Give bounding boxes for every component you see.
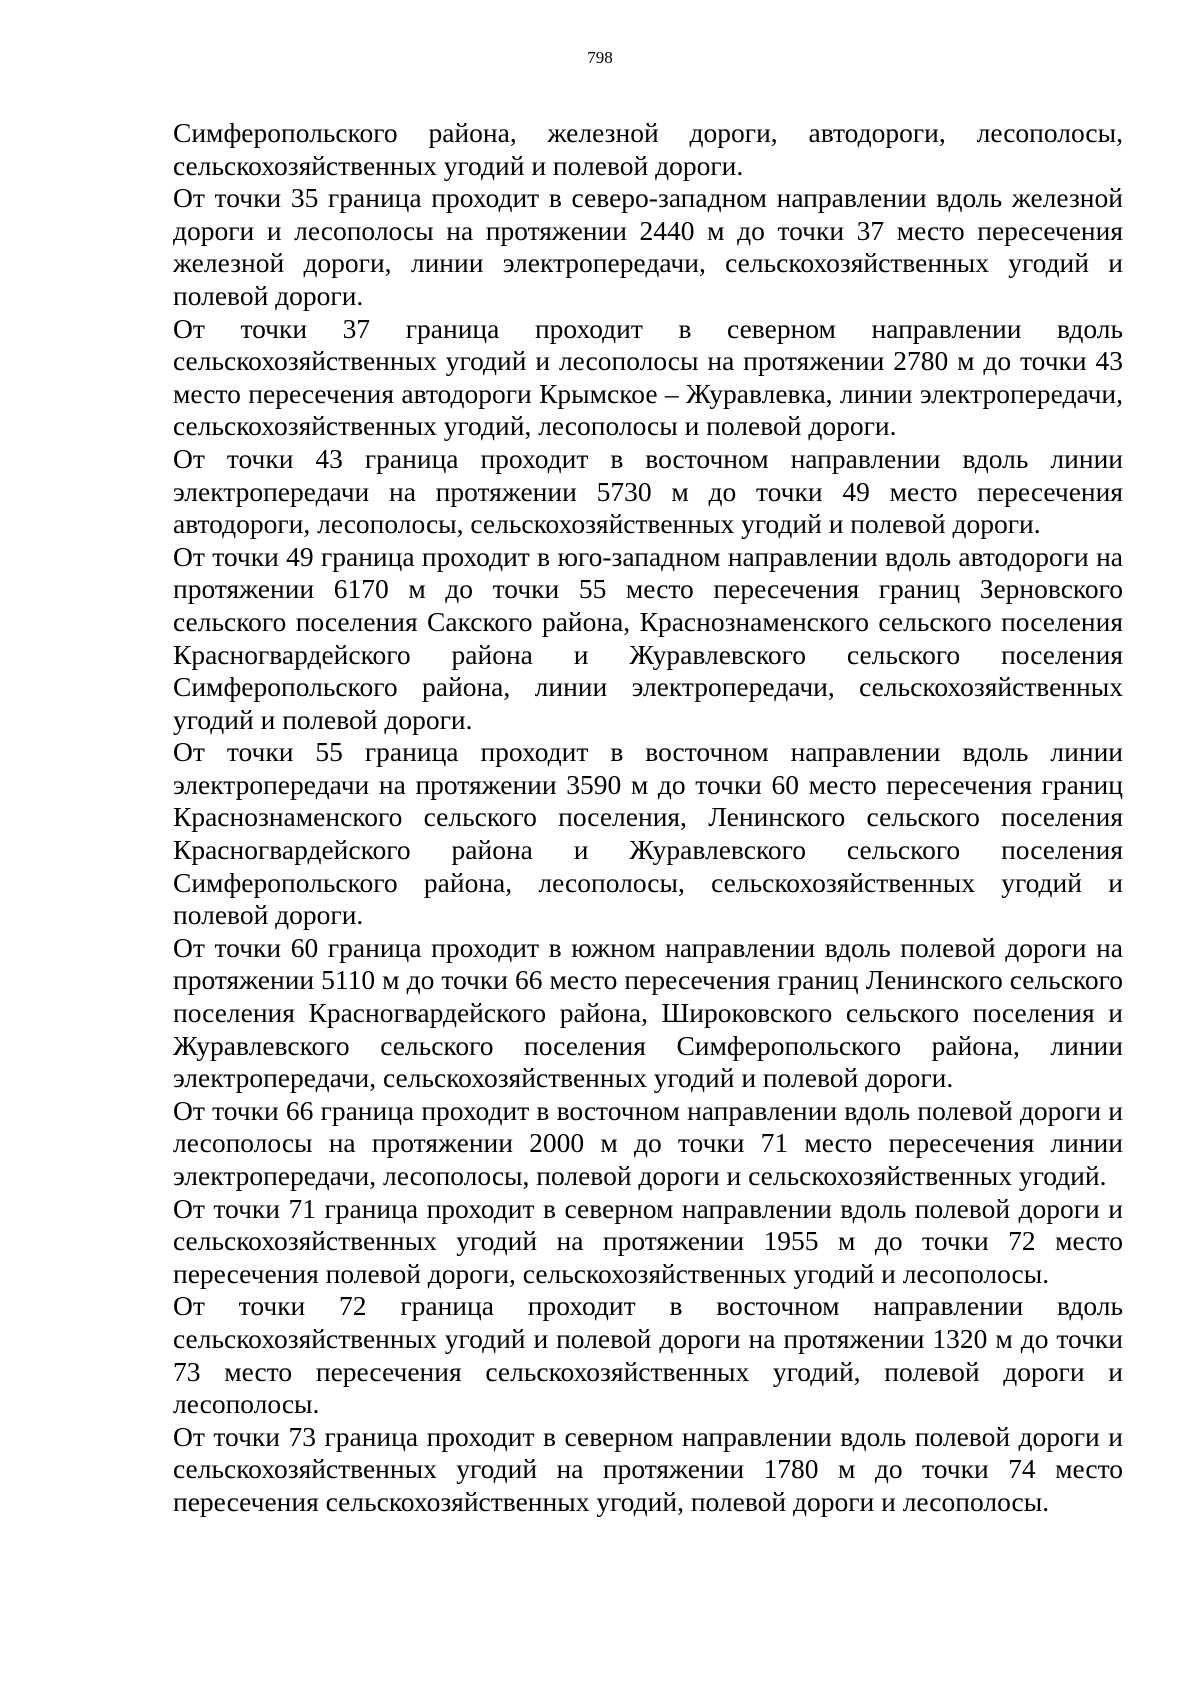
paragraph: От точки 66 граница проходит в восточном направлении вдоль полевой дороги и лесополосы на протяжении 2000 м до точки 71 место пересечения линии электропередачи, лесополосы, полевой дороги и сельскохозяйственных угодий.	[173, 1094, 1123, 1191]
paragraph: От точки 72 граница проходит в восточном направлении вдоль сельскохозяйственных угодий и полевой дороги на протяжении 1320 м до точки 73 место пересечения сельскохозяйственных угодий, полевой дороги и лесополосы.	[173, 1290, 1123, 1420]
paragraph: Симферопольского района, железной дороги, автодороги, лесополосы, сельскохозяйственных угодий и полевой дороги.	[173, 117, 1123, 181]
paragraph: От точки 55 граница проходит в восточном направлении вдоль линии электропередачи на протяжении 3590 м до точки 60 место пересечения границ Краснознаменского сельского поселения, Ленинского сельского поселения Красногвардейского района и Журавлевского сельского поселения Симферопольского района, лесополосы, сельскохозяйственных угодий и полевой дороги.	[173, 736, 1123, 931]
paragraph: От точки 73 граница проходит в северном направлении вдоль полевой дороги и сельскохозяйственных угодий на протяжении 1780 м до точки 74 место пересечения сельскохозяйственных угодий, полевой дороги и лесополосы.	[173, 1420, 1123, 1517]
page-number: 798	[587, 48, 613, 67]
document-body	[173, 117, 1123, 1519]
paragraph: От точки 43 граница проходит в восточном направлении вдоль линии электропередачи на протяжении 5730 м до точки 49 место пересечения автодороги, лесополосы, сельскохозяйственных угодий и полевой дороги.	[173, 442, 1123, 540]
paragraph: От точки 71 граница проходит в северном направлении вдоль полевой дороги и сельскохозяйственных угодий на протяжении 1955 м до точки 72 место пересечения полевой дороги, сельскохозяйственных угодий и лесополосы.	[173, 1192, 1123, 1289]
paragraph: От точки 49 граница проходит в юго-западном направлении вдоль автодороги на протяжении 6170 м до точки 55 место пересечения границ Зерновского сельского поселения Сакского района, Краснознаменского сельского поселения Красногвардейского района и Журавлевского сельского поселения Симферопольского района, линии электропередачи, сельскохозяйственных угодий и полевой дороги.	[173, 540, 1123, 735]
paragraph: От точки 60 граница проходит в южном направлении вдоль полевой дороги на протяжении 5110 м до точки 66 место пересечения границ Ленинского сельского поселения Красногвардейского района, Широковского сельского поселения и Журавлевского сельского поселения Симферопольского района, линии электропередачи, сельскохозяйственных угодий и полевой дороги.	[173, 931, 1123, 1094]
paragraph: От точки 35 граница проходит в северо-западном направлении вдоль железной дороги и лесополосы на протяжении 2440 м до точки 37 место пересечения железной дороги, линии электропередачи, сельскохозяйственных угодий и полевой дороги.	[173, 182, 1123, 311]
paragraph: От точки 37 граница проходит в северном направлении вдоль сельскохозяйственных угодий и лесополосы на протяжении 2780 м до точки 43 место пересечения автодороги Крымское – Журавлевка, линии электропередачи, сельскохозяйственных угодий, лесополосы и полевой дороги.	[173, 312, 1123, 442]
